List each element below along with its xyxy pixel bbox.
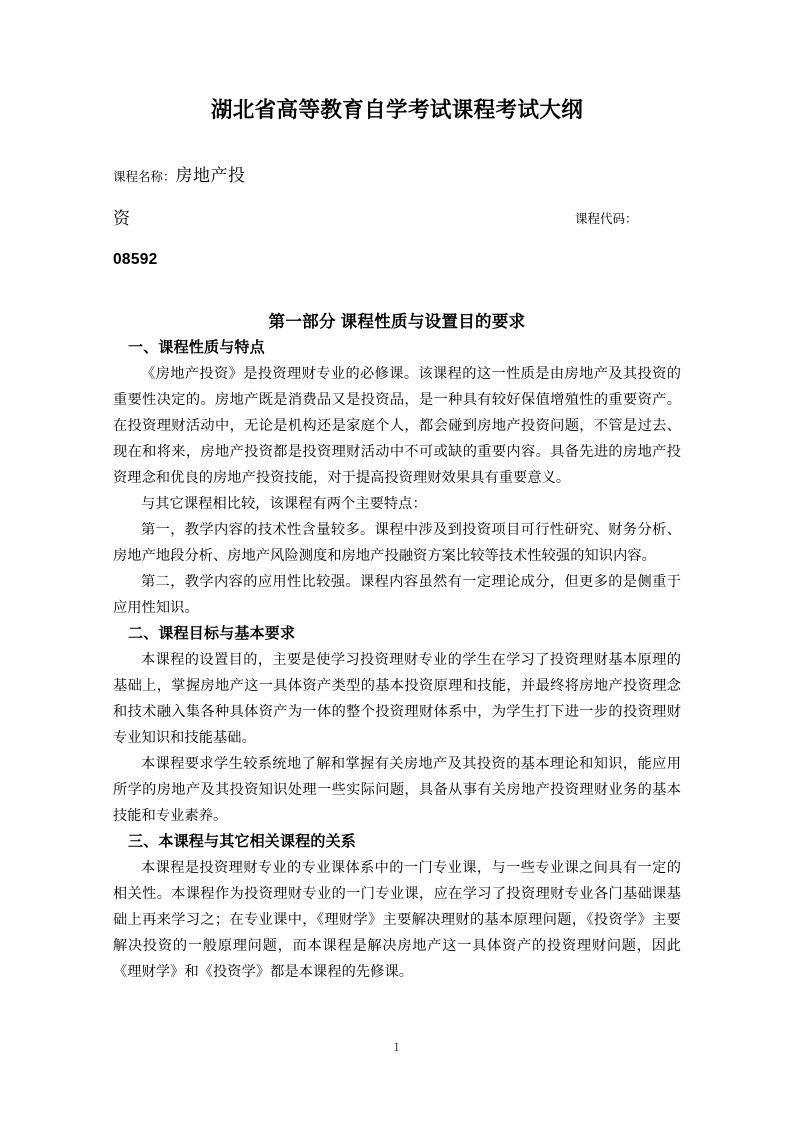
course-name-wrap-line — [113, 204, 681, 235]
page-number: 1 — [393, 1040, 400, 1054]
paragraph: 本课程的设置目的，主要是使学习投资理财专业的学生在学习了投资理财基本原理的基础上，掌握房地产这一具体资产类型的基本投资原理和技能，并最终将房地产投资理念和技术融入集各种具体资产为一体的整个投资理财体系中，为学生打下进一步的投资理财专业知识和技能基础。 — [113, 652, 681, 746]
paragraph: 本课程是投资理财专业的专业课体系中的一门专业课，与一些专业课之间具有一定的相关性。本课程作为投资理财专业的一门专业课，应在学习了投资理财专业各门基础课基础上再来学习之；在专业课中，《理财学》主要解决理财的基本原理问题，《投资学》主要解决投资的一般原理问题，而本课程是解决房地产这一具体资产的投资理财问题，因此《理财学》和《投资学》都是本课程的先修课。 — [113, 860, 681, 980]
section-heading-1: 一、课程性质与特点 — [128, 339, 265, 356]
section-heading-2: 二、课程目标与基本要求 — [128, 625, 296, 642]
paragraph: 第一，教学内容的技术性含量较多。课程中涉及到投资项目可行性研究、财务分析、房地产地段分析、房地产风险测度和房地产投融资方案比较等技术性较强的知识内容。 — [113, 522, 681, 564]
course-code-label: 课程代码： — [575, 212, 638, 226]
section-heading-3: 三、本课程与其它相关课程的关系 — [128, 833, 357, 850]
course-name-line — [113, 161, 681, 192]
paragraph: 本课程要求学生较系统地了解和掌握有关房地产及其投资的基本理论和知识，能应用所学的房地产及其投资知识处理一些实际问题，具备从事有关房地产投资理财业务的基本技能和专业素养。 — [113, 756, 681, 824]
document-title: 湖北省高等教育自学考试课程考试大纲 — [210, 98, 584, 122]
part-heading: 第一部分 课程性质与设置目的要求 — [268, 313, 526, 331]
course-name-value: 房地产投 — [175, 166, 246, 185]
course-name-value-continued: 资 — [113, 209, 131, 228]
course-meta-block — [113, 161, 681, 271]
paragraph: 与其它课程相比较，该课程有两个主要特点： — [141, 496, 427, 512]
paragraph: 《房地产投资》是投资理财专业的必修课。该课程的这一性质是由房地产及其投资的重要性决定的。房地产既是消费品又是投资品，是一种具有较好保值增殖性的重要资产。在投资理财活动中，无论是机构还是家庭个人，都会碰到房地产投资问题，不管是过去、现在和将来，房地产投资都是投资理财活动中不可或缺的重要内容。具备先进的房地产投资理念和优良的房地产投资技能，对于提高投资理财效果具有重要意义。 — [113, 366, 681, 486]
course-name-label: 课程名称： — [113, 170, 176, 184]
page-content — [113, 0, 681, 985]
course-code-value: 08592 — [113, 251, 158, 268]
paragraph: 第二，教学内容的应用性比较强。课程内容虽然有一定理论成分，但更多的是侧重于应用性知识。 — [113, 574, 681, 616]
